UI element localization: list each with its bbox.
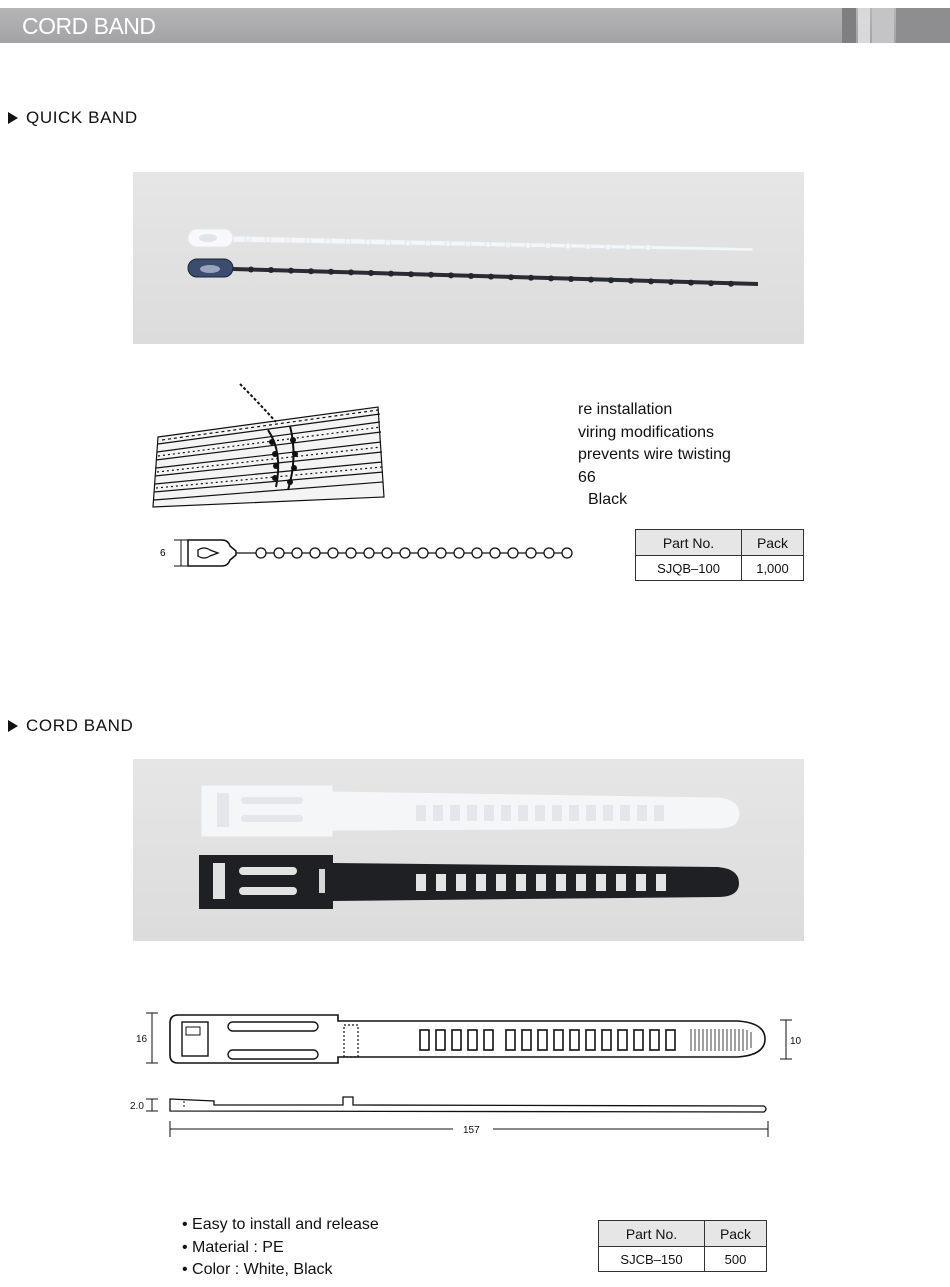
table-header-row: [599, 1221, 767, 1247]
black-cord-band: [199, 855, 739, 909]
section-heading-quick-band: [8, 108, 138, 128]
section-heading-label: CORD BAND: [26, 716, 134, 735]
cord-band-photo: [133, 759, 804, 941]
feature-item: Black: [588, 491, 628, 508]
column-header: Pack: [742, 530, 804, 556]
quick-band-part-table: [635, 529, 804, 581]
header-accent-block: [872, 8, 894, 43]
feature-item: • Easy to install and release: [182, 1216, 379, 1233]
dimension-label: 6: [160, 548, 166, 559]
table-header-row: [636, 530, 804, 556]
header-accent-block: [842, 8, 856, 43]
dimension-label: 2.0: [130, 1101, 144, 1112]
pack-cell: 1,000: [742, 556, 804, 581]
feature-item: re installation: [578, 401, 673, 418]
feature-item: prevents wire twisting: [578, 446, 731, 463]
black-quick-band: [188, 259, 758, 287]
column-header: Pack: [705, 1221, 767, 1247]
cord-band-part-table: [598, 1220, 767, 1272]
section-heading-label: QUICK BAND: [26, 108, 138, 127]
header-accent-block: [896, 8, 950, 43]
header-accent-block: [858, 8, 870, 43]
feature-item: viring modifications: [578, 423, 715, 441]
part-number-cell: SJQB–100: [636, 556, 742, 581]
column-header: Part No.: [636, 530, 742, 556]
feature-item: 66: [578, 468, 596, 486]
quick-band-photo: [133, 172, 804, 344]
section-heading-cord-band: [8, 716, 133, 736]
dimension-label: 157: [463, 1125, 480, 1136]
cord-band-feature-list: [182, 1214, 379, 1282]
column-header: Part No.: [599, 1221, 705, 1247]
dimension-label: 16: [136, 1034, 148, 1045]
white-cord-band: [201, 785, 740, 837]
pack-cell: 500: [705, 1247, 767, 1272]
table-row: [599, 1247, 767, 1272]
feature-item: • Material : PE: [182, 1238, 284, 1256]
wire-bundle-illustration: [148, 382, 388, 512]
cord-band-drawing: [128, 1005, 808, 1145]
quick-band-feature-list: [578, 399, 778, 512]
dimension-label: 10: [790, 1036, 802, 1047]
feature-item: • Color : White, Black: [182, 1261, 333, 1278]
page-title: CORD BAND: [22, 13, 156, 39]
quick-band-drawing: [158, 534, 578, 574]
triangle-bullet-icon: [8, 720, 18, 732]
white-quick-band: [188, 229, 753, 251]
table-row: [636, 556, 804, 581]
triangle-bullet-icon: [8, 112, 18, 124]
part-number-cell: SJCB–150: [599, 1247, 705, 1272]
